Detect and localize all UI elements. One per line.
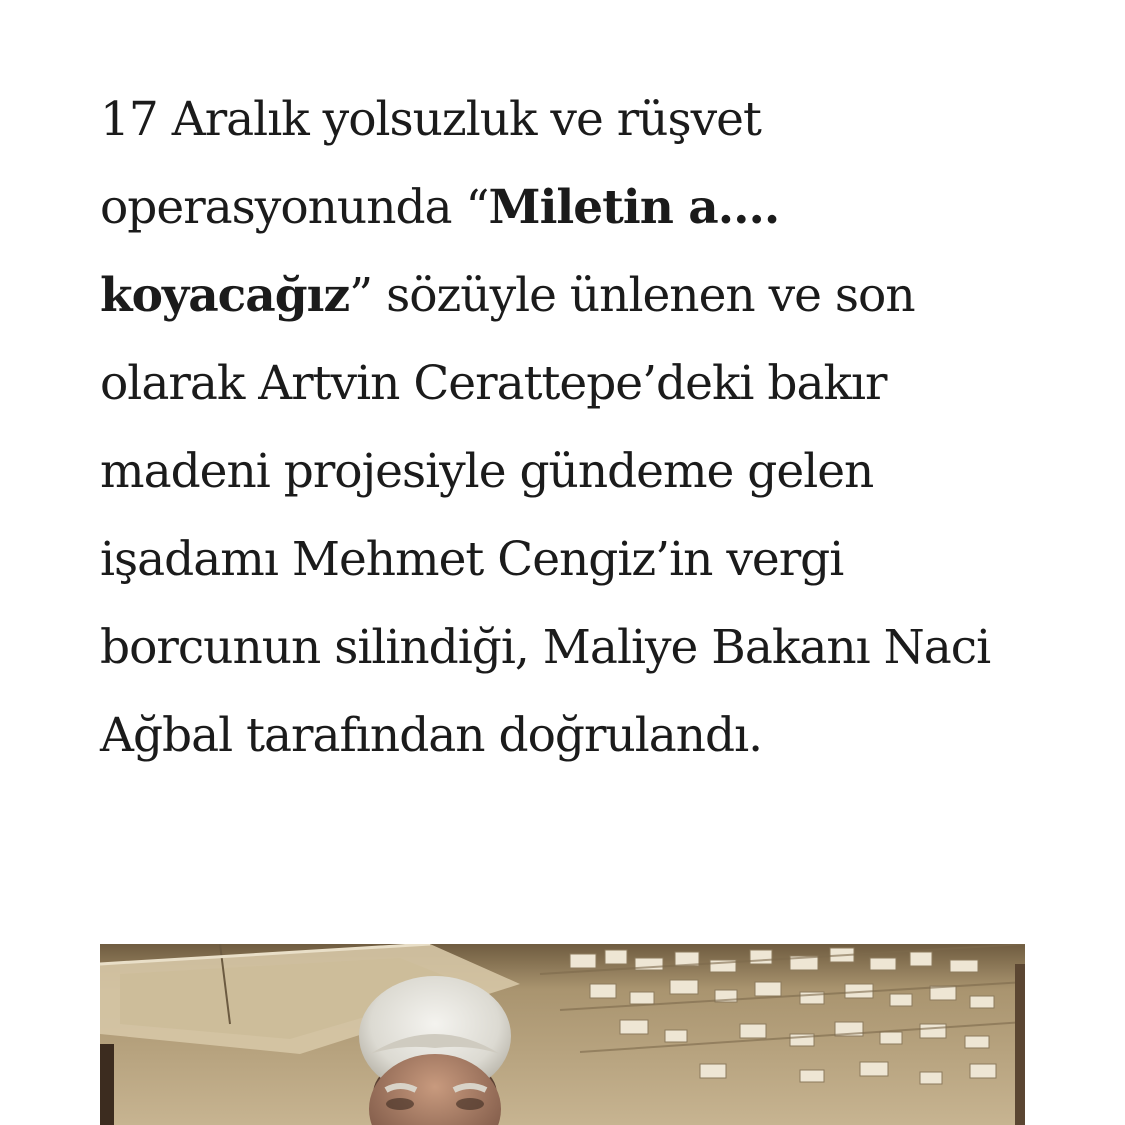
photo-illustration [100, 944, 1025, 1125]
paragraph-text-start: 17 Aralık yolsuzluk ve rüşvet operasyonunda “ [100, 92, 761, 235]
article-photo [100, 944, 1025, 1125]
bold-quote: Miletin a.... koyacağız [100, 180, 780, 323]
article-paragraph [100, 76, 1000, 780]
paragraph-text-end: ” sözüyle ünlenen ve son olarak Artvin Cerattepe’deki bakır madeni projesiyle gündeme gelen işadamı Mehmet Cengiz’in vergi borcunun silindiği, Maliye Bakanı Naci Ağbal tarafından doğrulandı. [100, 268, 991, 763]
